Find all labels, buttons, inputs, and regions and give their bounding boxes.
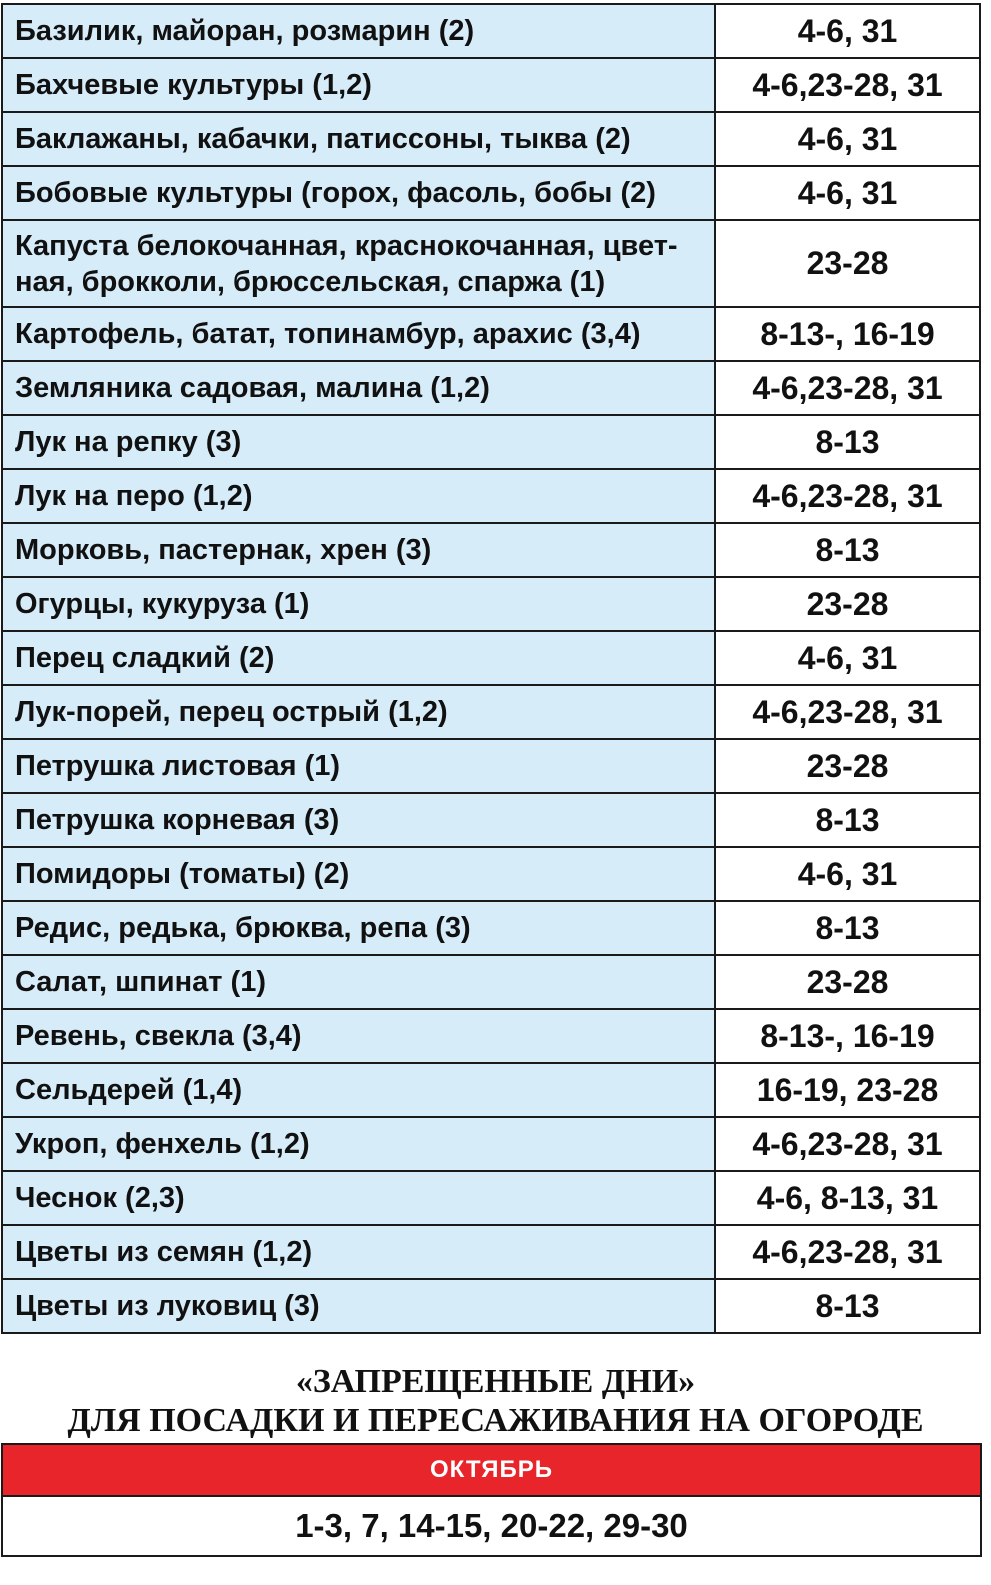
crop-name-cell: Бахчевые культуры (1,2) — [2, 58, 715, 112]
table-row — [2, 577, 980, 631]
table-row — [2, 1117, 980, 1171]
favorable-days-cell: 4-6, 31 — [715, 4, 980, 58]
favorable-days-cell: 8-13-, 16-19 — [715, 307, 980, 361]
month-banner: ОКТЯБРЬ — [1, 1443, 982, 1497]
table-row — [2, 955, 980, 1009]
favorable-days-cell: 4-6,23-28, 31 — [715, 361, 980, 415]
crop-name-cell: Земляника садовая, малина (1,2) — [2, 361, 715, 415]
crop-name-cell: Баклажаны, кабачки, патиссоны, тыква (2) — [2, 112, 715, 166]
favorable-days-cell: 4-6, 31 — [715, 112, 980, 166]
favorable-days-cell: 23-28 — [715, 955, 980, 1009]
crop-name-cell: Редис, редька, брюква, репа (3) — [2, 901, 715, 955]
planting-table — [1, 3, 981, 1334]
table-row — [2, 307, 980, 361]
crop-name-cell: Цветы из семян (1,2) — [2, 1225, 715, 1279]
crop-name-cell: Капуста белокочанная, краснокочанная, цвет- ная, брокколи, брюссельская, спаржа (1) — [2, 220, 715, 307]
table-row — [2, 112, 980, 166]
forbidden-dates: 1-3, 7, 14-15, 20-22, 29-30 — [1, 1495, 982, 1557]
forbidden-days-title: «ЗАПРЕЩЕННЫЕ ДНИ» — [295, 1363, 696, 1400]
crop-name-cell: Лук на перо (1,2) — [2, 469, 715, 523]
favorable-days-cell: 8-13 — [715, 901, 980, 955]
table-row — [2, 4, 980, 58]
table-row — [2, 631, 980, 685]
table-row — [2, 847, 980, 901]
favorable-days-cell: 8-13 — [715, 523, 980, 577]
table-row — [2, 1225, 980, 1279]
crop-name-cell: Бобовые культуры (горох, фасоль, бобы (2) — [2, 166, 715, 220]
favorable-days-cell: 4-6,23-28, 31 — [715, 1225, 980, 1279]
crop-name-cell: Укроп, фенхель (1,2) — [2, 1117, 715, 1171]
crop-name-cell: Салат, шпинат (1) — [2, 955, 715, 1009]
favorable-days-cell: 23-28 — [715, 739, 980, 793]
planting-table-body — [2, 4, 980, 1333]
favorable-days-cell: 8-13-, 16-19 — [715, 1009, 980, 1063]
crop-name-cell: Морковь, пастернак, хрен (3) — [2, 523, 715, 577]
forbidden-days-subtitle: ДЛЯ ПОСАДКИ И ПЕРЕСАЖИВАНИЯ НА ОГОРОДЕ — [67, 1402, 924, 1439]
favorable-days-cell: 4-6, 8-13, 31 — [715, 1171, 980, 1225]
favorable-days-cell: 4-6, 31 — [715, 631, 980, 685]
table-row — [2, 220, 980, 307]
crop-name-cell: Цветы из луковиц (3) — [2, 1279, 715, 1333]
crop-name-cell: Перец сладкий (2) — [2, 631, 715, 685]
table-row — [2, 685, 980, 739]
favorable-days-cell: 23-28 — [715, 577, 980, 631]
favorable-days-cell: 4-6, 31 — [715, 166, 980, 220]
table-row — [2, 1279, 980, 1333]
favorable-days-cell: 8-13 — [715, 793, 980, 847]
favorable-days-cell: 8-13 — [715, 415, 980, 469]
crop-name-cell: Сельдерей (1,4) — [2, 1063, 715, 1117]
crop-name-cell: Петрушка корневая (3) — [2, 793, 715, 847]
table-row — [2, 739, 980, 793]
table-row — [2, 1171, 980, 1225]
table-row — [2, 1063, 980, 1117]
favorable-days-cell: 4-6,23-28, 31 — [715, 685, 980, 739]
crop-name-cell: Ревень, свекла (3,4) — [2, 1009, 715, 1063]
table-row — [2, 361, 980, 415]
table-row — [2, 58, 980, 112]
crop-name-cell: Лук на репку (3) — [2, 415, 715, 469]
table-row — [2, 793, 980, 847]
crop-name-cell: Картофель, батат, топинамбур, арахис (3,4) — [2, 307, 715, 361]
favorable-days-cell: 8-13 — [715, 1279, 980, 1333]
favorable-days-cell: 4-6,23-28, 31 — [715, 469, 980, 523]
favorable-days-cell: 4-6,23-28, 31 — [715, 1117, 980, 1171]
table-row — [2, 523, 980, 577]
table-row — [2, 166, 980, 220]
crop-name-cell: Чеснок (2,3) — [2, 1171, 715, 1225]
table-row — [2, 469, 980, 523]
crop-name-cell: Помидоры (томаты) (2) — [2, 847, 715, 901]
favorable-days-cell: 16-19, 23-28 — [715, 1063, 980, 1117]
favorable-days-cell: 23-28 — [715, 220, 980, 307]
crop-name-cell: Петрушка листовая (1) — [2, 739, 715, 793]
favorable-days-cell: 4-6, 31 — [715, 847, 980, 901]
table-row — [2, 901, 980, 955]
table-row — [2, 1009, 980, 1063]
table-row — [2, 415, 980, 469]
crop-name-cell: Лук-порей, перец острый (1,2) — [2, 685, 715, 739]
crop-name-cell: Огурцы, кукуруза (1) — [2, 577, 715, 631]
favorable-days-cell: 4-6,23-28, 31 — [715, 58, 980, 112]
crop-name-cell: Базилик, майоран, розмарин (2) — [2, 4, 715, 58]
